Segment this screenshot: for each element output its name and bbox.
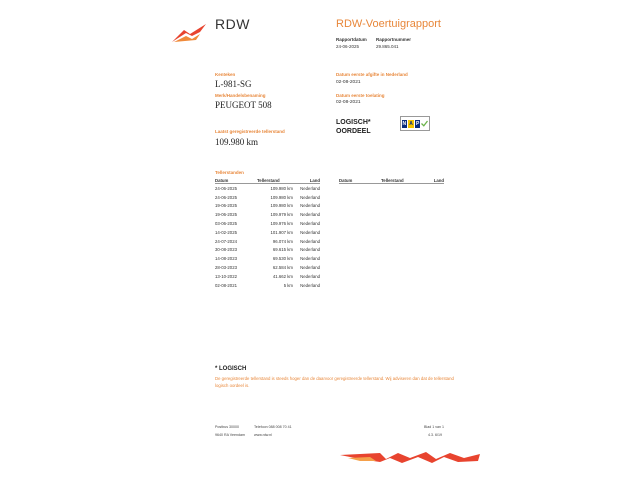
cell-country: Nederland <box>300 273 320 279</box>
col-header-country: Land <box>417 177 444 184</box>
rdw-logo-icon <box>170 22 210 44</box>
cell-date: 14-02-2025 <box>215 229 237 235</box>
table-row <box>215 228 320 237</box>
verdict-line1: LOGISCH* <box>336 119 371 126</box>
footer-address1: Postbus 30000 <box>215 425 239 429</box>
table-row <box>215 193 320 202</box>
report-title: RDW-Voertuigrapport <box>336 18 441 30</box>
table-row <box>215 202 320 211</box>
cell-date: 19-06-2025 <box>215 203 237 209</box>
cell-reading: 62.584 km <box>272 265 293 271</box>
readings-section-label: Tellerstanden <box>215 170 244 175</box>
footer-web[interactable]: www.rdw.nl <box>254 433 272 437</box>
cell-country: Nederland <box>300 185 320 191</box>
cell-reading: 109.980 km <box>270 194 293 200</box>
cell-date: 24-06-2025 <box>215 194 237 200</box>
odometer-value: 109.980 km <box>215 137 259 147</box>
plate-value: L-981-SG <box>215 79 252 89</box>
report-date: 24-06-2025 <box>336 44 360 49</box>
footer-phone: Telefoon 088 008 70 41 <box>254 425 292 429</box>
cell-reading: 41.662 km <box>272 273 293 279</box>
cell-date: 19-06-2025 <box>215 212 237 218</box>
make-value: PEUGEOT 508 <box>215 100 272 110</box>
footer-address2: 9640 RA Veendam <box>215 433 245 437</box>
cell-country: Nederland <box>300 221 320 227</box>
cell-date: 28-03-2023 <box>215 265 237 271</box>
table-row <box>215 254 320 263</box>
nap-badge-icon <box>400 116 430 131</box>
cell-reading: 101.907 km <box>270 229 293 235</box>
col-header-date: Datum <box>215 177 257 184</box>
footer-page: Blad 1 van 1 <box>424 425 444 429</box>
first-admission-value: 02-08-2021 <box>336 100 361 105</box>
cell-date: 02-08-2021 <box>215 282 237 288</box>
col-header-reading: Tellerstand <box>257 177 293 184</box>
cell-country: Nederland <box>300 247 320 253</box>
cell-date: 14-08-2023 <box>215 256 237 262</box>
cell-reading: 5 km <box>283 282 293 288</box>
cell-reading: 96.074 km <box>272 238 293 244</box>
first-admission-nl-label: Datum eerste afgifte in Nederland <box>336 72 408 77</box>
table-row <box>215 281 320 290</box>
cell-date: 24-07-2024 <box>215 238 237 244</box>
cell-date: 24-06-2025 <box>215 185 237 191</box>
cell-country: Nederland <box>300 265 320 271</box>
cell-reading: 109.979 km <box>270 212 293 218</box>
cell-country: Nederland <box>300 256 320 262</box>
cell-reading: 109.980 km <box>270 203 293 209</box>
table-row <box>215 246 320 255</box>
table-row <box>215 184 320 193</box>
footnote-title: * LOGISCH <box>215 366 247 372</box>
cell-reading: 109.980 km <box>270 185 293 191</box>
footer-code: 4.3. 6/19 <box>428 433 442 437</box>
table-row <box>215 263 320 272</box>
cell-country: Nederland <box>300 282 320 288</box>
nap-letter-p: P <box>415 120 420 127</box>
readings-table-right <box>339 177 444 184</box>
table-header-row <box>339 177 444 184</box>
col-header-reading: Tellerstand <box>381 177 417 184</box>
cell-country: Nederland <box>300 229 320 235</box>
report-number: 29.865.041 <box>376 44 399 49</box>
col-header-date: Datum <box>339 177 381 184</box>
cell-country: Nederland <box>300 203 320 209</box>
col-header-country: Land <box>293 177 320 184</box>
first-admission-nl-value: 02-08-2021 <box>336 80 361 85</box>
make-label: Merk/Handelsbenaming <box>215 93 266 98</box>
odometer-label: Laatst geregistreerde tellerstand <box>215 129 285 134</box>
table-row <box>215 210 320 219</box>
footnote-text: De geregistreerde tellerstand is steeds hoger dan de daarvoor geregistreerde tellerstand. Wij adviseren dan dat de tellerstand logisch oordeel is. <box>215 376 454 388</box>
table-row <box>215 272 320 281</box>
plate-label: Kenteken <box>215 72 236 77</box>
cell-date: 03-06-2025 <box>215 221 237 227</box>
cell-date: 30-08-2023 <box>215 247 237 253</box>
table-row <box>215 219 320 228</box>
checkmark-icon <box>421 120 428 127</box>
cell-country: Nederland <box>300 194 320 200</box>
report-date-label: Rapportdatum <box>336 37 367 42</box>
cell-reading: 109.976 km <box>270 221 293 227</box>
report-number-label: Rapportnummer <box>376 37 412 42</box>
cell-reading: 69.530 km <box>272 256 293 262</box>
readings-table-left <box>215 177 320 290</box>
first-admission-label: Datum eerste toelating <box>336 93 385 98</box>
nap-letter-a: A <box>409 120 413 127</box>
cell-country: Nederland <box>300 238 320 244</box>
nap-letter-n: N <box>402 120 407 127</box>
verdict-line2: OORDEEL <box>336 128 371 135</box>
cell-reading: 69.615 km <box>272 247 293 253</box>
table-row <box>215 237 320 246</box>
cell-country: Nederland <box>300 212 320 218</box>
cell-date: 13-10-2022 <box>215 273 237 279</box>
decorative-stripe-icon <box>340 449 482 465</box>
brand-name: RDW <box>215 16 250 32</box>
